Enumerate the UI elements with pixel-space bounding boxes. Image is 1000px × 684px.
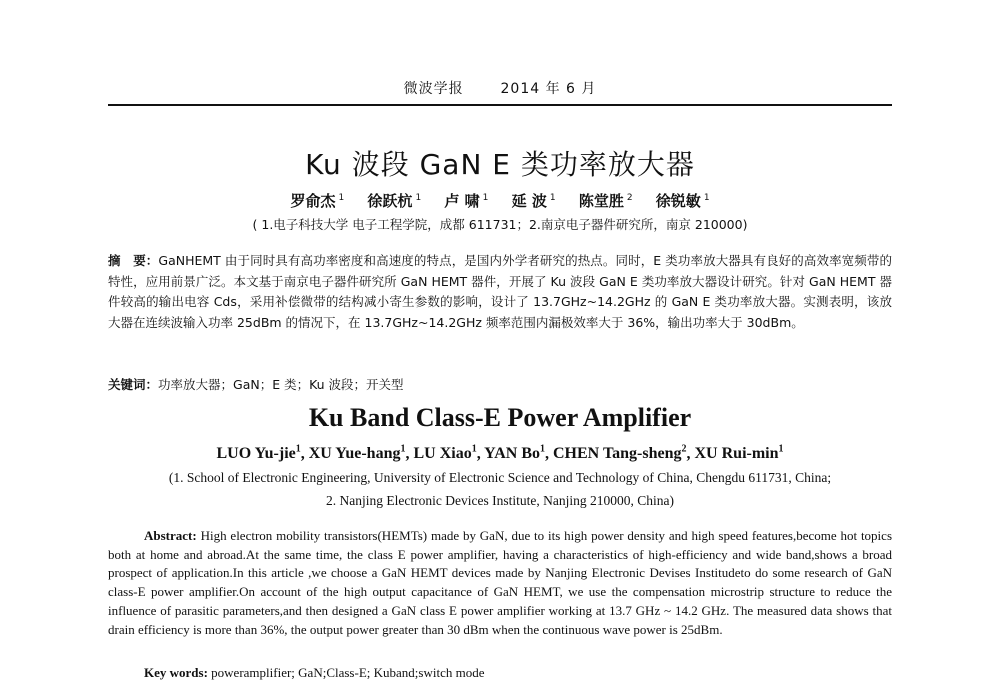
cn-author: 徐跃杭 $^1$ [367, 192, 422, 210]
cn-author: 陈堂胜 $^2$ [578, 192, 633, 210]
english-affiliation-2: 2. Nanjing Electronic Devices Institute, Nanjing 210000, China) [326, 493, 674, 508]
chinese-keywords [108, 375, 892, 393]
cn-author: 卢 啸 $^1$ [444, 192, 489, 210]
chinese-abstract-text: GaNHEMT 由于同时具有高功率密度和高速度的特点，是国内外学者研究的热点。同时，E 类功率放大器具有良好的高效率宽频带的特性，应用前景广泛。本文基于南京电子器件研究所 GaN HEMT 器件，开展了 Ku 波段 GaN E 类功率放大器设计研究。针对 GaN HEMT 器件较高的输出电容 Cds，采用补偿微带的结构减小寄生参数的影响，设计了 13.7GHz~14.2GHz 的 GaN E 类功率放大器。实测表明，该放大器在连续波输入功率 25dBm 的情况下，在 13.7GHz~14.2GHz 频率范围内漏极效率大于 36%，输出功率大于 30dBm。 [108, 253, 892, 330]
english-keywords [144, 665, 892, 681]
en-author: XU Yue-hang$^1$ [308, 444, 406, 463]
chinese-abstract-label: 摘 要： [108, 253, 159, 268]
chinese-title: Ku 波段 GaN E 类功率放大器 [305, 148, 695, 181]
header-rule [108, 104, 892, 106]
cn-author: 罗俞杰 $^1$ [290, 192, 345, 210]
cn-author: 延 波 $^1$ [511, 192, 556, 210]
chinese-abstract [108, 251, 892, 333]
en-author: LU Xiao$^1$ [413, 444, 477, 463]
issue-date: 2014 年 6 月 [500, 81, 597, 97]
english-affiliation-1: (1. School of Electronic Engineering, University of Electronic Science and Technology of China, Chengdu 611731, China; [168, 470, 832, 485]
en-author: XU Rui-$\min^1$ [694, 444, 784, 463]
en-author: LUO Yu-jie$^1$ [216, 444, 301, 463]
chinese-affiliation: ( 1.电子科技大学 电子工程学院，成都 611731；2.南京电子器件研究所，南京 210000) [252, 217, 748, 232]
english-authors: LUO Yu-jie$^1$, XU Yue-hang$^1$, LU Xiao$^1$, YAN Bo$^1$, CHEN Tang-sheng$^2$, XU Rui-$\min^1$ [216, 444, 784, 463]
en-author: YAN Bo$^1$ [484, 444, 545, 463]
english-keywords-text: poweramplifier; GaN;Class-E; Kuband;switch mode [211, 665, 485, 680]
en-author: CHEN Tang-sheng$^2$ [553, 444, 687, 463]
english-abstract-text: High electron mobility transistors(HEMTs) made by GaN, due to its high power density and high speed features,become hot topics both at home and abroad.At the same time, the class E power amplifier, having a characteristics of high-efficiency and wide band,shows a broad prospect of application.In this article ,we choose a GaN HEMT devices made by Nanjing Electronic Devises Institudeto do some research of GaN class-E power amplifier.On account of the high output capacitance of GaN HEMT, we use the compensation microstrip structure to reduce the influence of parasitic parameters,and then designed a GaN class E power amplifier working at 13.7 GHz ~ 14.2 GHz. The measured data shows that drain efficiency is more than 36%, the output power greater than 30 dBm when the continuous wave power is 25dBm. [108, 528, 893, 637]
chinese-keywords-label: 关键词： [108, 377, 159, 392]
english-title: Ku Band Class-E Power Amplifier [308, 403, 692, 432]
chinese-authors [0, 190, 1000, 211]
english-abstract [108, 527, 892, 639]
chinese-keywords-text: 功率放大器；GaN；E 类；Ku 波段；开关型 [158, 377, 404, 392]
cn-author: 徐锐敏 $^1$ [655, 192, 710, 210]
journal-name: 微波学报 [403, 81, 464, 97]
english-keywords-label: Key words: [144, 665, 208, 680]
english-abstract-label: Abstract: [144, 528, 197, 543]
journal-header [108, 78, 892, 102]
